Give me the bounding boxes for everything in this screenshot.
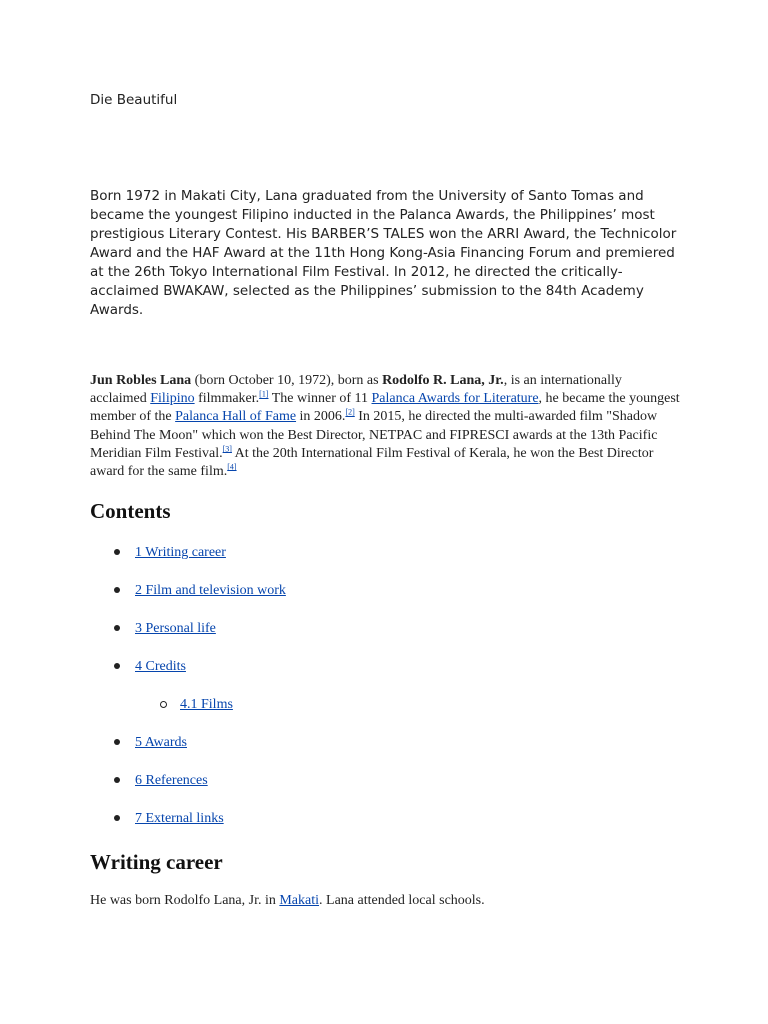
lead-text: (born October 10, 1972), born as [191, 373, 383, 388]
toc-link-writing-career[interactable]: 1 Writing career [135, 545, 226, 560]
reference-link-2[interactable]: [2] [345, 407, 355, 417]
palanca-hall-of-fame-link[interactable]: Palanca Hall of Fame [175, 409, 297, 425]
lead-text: At the 20th International Film Festival of Kerala, he won the Best Director award for the same film. [90, 445, 654, 480]
intro-paragraph: Born 1972 in Makati City, Lana graduated from the University of Santo Tomas and became the youngest Filipino inducted in the Palanca Awards, the Philippines’ most prestigious Literary Contest. His BARBER’S TALES won the ARRI Award, the Technicolor Award and the HAF Award at the 11th Hong Kong-Asia Financing Forum and premiered at the 26th Tokyo International Film Festival. In 2012, he directed the critically-acclaimed BWAKAW, selected as the Philippines’ submission to the 84th Academy Awards. [90, 188, 677, 318]
body-text: . Lana attended local schools. [319, 893, 485, 908]
bullet-icon [114, 815, 120, 821]
lead-text: filmmaker. [194, 391, 260, 407]
bullet-icon [114, 587, 120, 593]
toc-subitem [160, 696, 360, 714]
toc-link-awards[interactable]: 5 Awards [135, 735, 187, 750]
bullet-icon [114, 739, 120, 745]
toc-item [90, 734, 390, 752]
lead-text: In 2015, he directed the multi-awarded film "Shadow Behind The Moon" which won the Best Director, NETPAC and FIPRESCI awards at the 13th Pacific Meridian Film Festival. [90, 409, 658, 461]
toc-link-external-links[interactable]: 7 External links [135, 811, 224, 826]
lead-paragraph [90, 372, 682, 481]
makati-link[interactable]: Makati [279, 893, 320, 908]
toc-item [90, 810, 390, 828]
lead-text: , he became the youngest member of the [90, 391, 680, 425]
bullet-icon [114, 549, 120, 555]
toc-item [90, 582, 390, 600]
contents-heading: Contents [90, 499, 171, 523]
bullet-icon [114, 663, 120, 669]
lead-text: , is an internationally acclaimed [90, 373, 622, 407]
body-text: He was born Rodolfo Lana, Jr. in [90, 893, 280, 908]
reference-link-1[interactable]: [1] [259, 389, 269, 399]
lead-text: The winner of 11 [268, 391, 372, 407]
birth-name: Rodolfo R. Lana, Jr. [382, 373, 504, 388]
subject-name: Jun Robles Lana [90, 373, 192, 388]
reference-link-3[interactable]: [3] [222, 444, 232, 454]
toc-link-film-and-television-work[interactable]: 2 Film and television work [135, 583, 286, 598]
writing-career-paragraph [90, 892, 485, 910]
filipino-link[interactable]: Filipino [150, 391, 195, 407]
toc-link-references[interactable]: 6 References [135, 773, 208, 788]
bullet-icon [114, 625, 120, 631]
toc-item [90, 658, 390, 676]
toc-item [90, 544, 390, 562]
palanca-awards-link[interactable]: Palanca Awards for Literature [371, 391, 539, 407]
toc-link-films[interactable]: 4.1 Films [180, 697, 233, 712]
toc-link-credits[interactable]: 4 Credits [135, 659, 186, 674]
toc-link-personal-life[interactable]: 3 Personal life [135, 621, 216, 636]
toc-item [90, 620, 390, 638]
circle-bullet-icon [160, 701, 167, 708]
bullet-icon [114, 777, 120, 783]
writing-career-heading: Writing career [90, 850, 223, 874]
document-title: Die Beautiful [90, 92, 178, 108]
reference-link-4[interactable]: [4] [227, 462, 237, 472]
lead-text: in 2006. [296, 409, 346, 425]
toc-item [90, 772, 390, 790]
